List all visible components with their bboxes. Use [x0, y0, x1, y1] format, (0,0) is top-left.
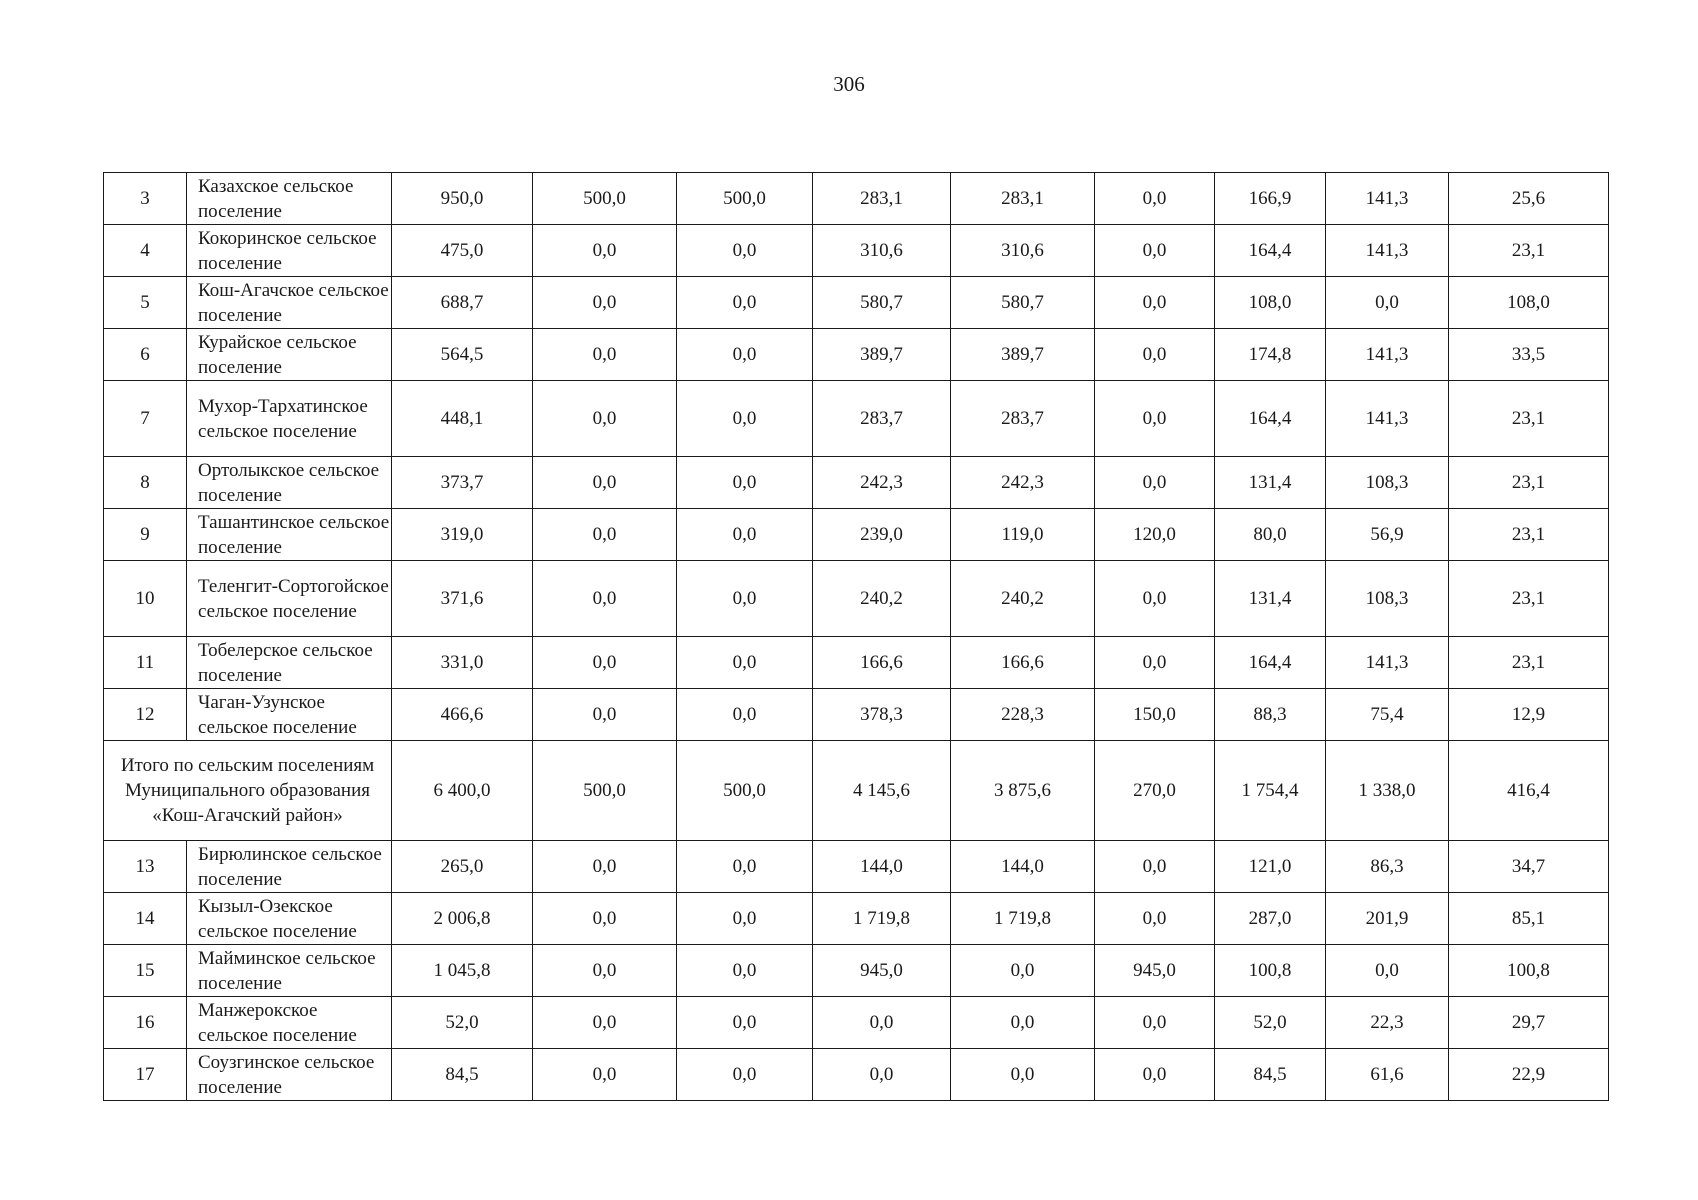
- value-cell: 34,7: [1449, 841, 1609, 893]
- settlement-name: Кызыл-Озекское сельское поселение: [187, 893, 392, 945]
- value-cell: 950,0: [392, 173, 533, 225]
- value-cell: 0,0: [951, 1049, 1095, 1101]
- total-value-cell: 1 754,4: [1215, 741, 1326, 841]
- value-cell: 61,6: [1326, 1049, 1449, 1101]
- value-cell: 0,0: [1095, 381, 1215, 457]
- row-number: 3: [104, 173, 187, 225]
- value-cell: 33,5: [1449, 329, 1609, 381]
- value-cell: 0,0: [533, 225, 677, 277]
- total-value-cell: 270,0: [1095, 741, 1215, 841]
- value-cell: 52,0: [392, 997, 533, 1049]
- value-cell: 12,9: [1449, 689, 1609, 741]
- row-number: 4: [104, 225, 187, 277]
- value-cell: 75,4: [1326, 689, 1449, 741]
- value-cell: 0,0: [533, 509, 677, 561]
- value-cell: 166,6: [813, 637, 951, 689]
- value-cell: 1 045,8: [392, 945, 533, 997]
- value-cell: 448,1: [392, 381, 533, 457]
- value-cell: 108,3: [1326, 561, 1449, 637]
- settlement-name: Кокоринское сельское поселение: [187, 225, 392, 277]
- value-cell: 242,3: [813, 457, 951, 509]
- value-cell: 141,3: [1326, 637, 1449, 689]
- row-number: 5: [104, 277, 187, 329]
- value-cell: 141,3: [1326, 173, 1449, 225]
- row-number: 12: [104, 689, 187, 741]
- settlement-name: Ташантинское сельское поселение: [187, 509, 392, 561]
- value-cell: 88,3: [1215, 689, 1326, 741]
- value-cell: 150,0: [1095, 689, 1215, 741]
- value-cell: 23,1: [1449, 381, 1609, 457]
- total-value-cell: 500,0: [533, 741, 677, 841]
- value-cell: 0,0: [533, 1049, 677, 1101]
- table-row: [104, 637, 1609, 689]
- value-cell: 164,4: [1215, 225, 1326, 277]
- value-cell: 120,0: [1095, 509, 1215, 561]
- value-cell: 0,0: [1095, 277, 1215, 329]
- settlement-name: Казахское сельское поселение: [187, 173, 392, 225]
- value-cell: 239,0: [813, 509, 951, 561]
- value-cell: 0,0: [533, 457, 677, 509]
- value-cell: 371,6: [392, 561, 533, 637]
- value-cell: 0,0: [677, 277, 813, 329]
- value-cell: 22,9: [1449, 1049, 1609, 1101]
- value-cell: 1 719,8: [813, 893, 951, 945]
- value-cell: 0,0: [1095, 329, 1215, 381]
- value-cell: 0,0: [951, 997, 1095, 1049]
- total-value-cell: 416,4: [1449, 741, 1609, 841]
- table-row: [104, 997, 1609, 1049]
- value-cell: 201,9: [1326, 893, 1449, 945]
- table-row: [104, 277, 1609, 329]
- settlement-name: Соузгинское сельское поселение: [187, 1049, 392, 1101]
- value-cell: 0,0: [677, 637, 813, 689]
- settlement-name: Мухор-Тархатинское сельское поселение: [187, 381, 392, 457]
- table-row: [104, 173, 1609, 225]
- row-number: 15: [104, 945, 187, 997]
- value-cell: 131,4: [1215, 457, 1326, 509]
- table-body: [104, 173, 1609, 1101]
- value-cell: 0,0: [1095, 561, 1215, 637]
- row-number: 8: [104, 457, 187, 509]
- value-cell: 945,0: [1095, 945, 1215, 997]
- value-cell: 119,0: [951, 509, 1095, 561]
- table-row: [104, 893, 1609, 945]
- value-cell: 0,0: [677, 1049, 813, 1101]
- total-value-cell: 500,0: [677, 741, 813, 841]
- value-cell: 0,0: [533, 329, 677, 381]
- settlement-name: Кош-Агачское сельское поселение: [187, 277, 392, 329]
- value-cell: 0,0: [533, 637, 677, 689]
- value-cell: 580,7: [813, 277, 951, 329]
- value-cell: 378,3: [813, 689, 951, 741]
- value-cell: 141,3: [1326, 381, 1449, 457]
- value-cell: 466,6: [392, 689, 533, 741]
- value-cell: 0,0: [677, 457, 813, 509]
- table-row: [104, 381, 1609, 457]
- value-cell: 25,6: [1449, 173, 1609, 225]
- value-cell: 283,7: [813, 381, 951, 457]
- value-cell: 283,7: [951, 381, 1095, 457]
- value-cell: 164,4: [1215, 381, 1326, 457]
- page-number: 306: [833, 72, 865, 96]
- value-cell: 166,6: [951, 637, 1095, 689]
- total-value-cell: 4 145,6: [813, 741, 951, 841]
- value-cell: 475,0: [392, 225, 533, 277]
- value-cell: 373,7: [392, 457, 533, 509]
- value-cell: 0,0: [1095, 173, 1215, 225]
- value-cell: 0,0: [533, 561, 677, 637]
- table-row: [104, 225, 1609, 277]
- value-cell: 84,5: [392, 1049, 533, 1101]
- total-value-cell: 6 400,0: [392, 741, 533, 841]
- value-cell: 500,0: [677, 173, 813, 225]
- value-cell: 0,0: [677, 689, 813, 741]
- table-row: [104, 945, 1609, 997]
- value-cell: 29,7: [1449, 997, 1609, 1049]
- value-cell: 85,1: [1449, 893, 1609, 945]
- value-cell: 310,6: [951, 225, 1095, 277]
- value-cell: 100,8: [1449, 945, 1609, 997]
- value-cell: 2 006,8: [392, 893, 533, 945]
- value-cell: 0,0: [533, 689, 677, 741]
- value-cell: 0,0: [677, 509, 813, 561]
- value-cell: 283,1: [813, 173, 951, 225]
- value-cell: 945,0: [813, 945, 951, 997]
- value-cell: 52,0: [1215, 997, 1326, 1049]
- table-row: [104, 841, 1609, 893]
- value-cell: 389,7: [951, 329, 1095, 381]
- settlement-name: Теленгит-Сортогойское сельское поселение: [187, 561, 392, 637]
- table-row: [104, 509, 1609, 561]
- table-row: [104, 689, 1609, 741]
- value-cell: 84,5: [1215, 1049, 1326, 1101]
- value-cell: 0,0: [677, 225, 813, 277]
- value-cell: 0,0: [533, 997, 677, 1049]
- table-row: [104, 457, 1609, 509]
- value-cell: 0,0: [677, 329, 813, 381]
- settlement-name: Манжерокское сельское поселение: [187, 997, 392, 1049]
- value-cell: 265,0: [392, 841, 533, 893]
- row-number: 6: [104, 329, 187, 381]
- value-cell: 240,2: [813, 561, 951, 637]
- value-cell: 0,0: [1326, 277, 1449, 329]
- value-cell: 0,0: [533, 277, 677, 329]
- value-cell: 86,3: [1326, 841, 1449, 893]
- value-cell: 0,0: [677, 945, 813, 997]
- value-cell: 287,0: [1215, 893, 1326, 945]
- settlement-name: Курайское сельское поселение: [187, 329, 392, 381]
- value-cell: 242,3: [951, 457, 1095, 509]
- total-value-cell: 1 338,0: [1326, 741, 1449, 841]
- value-cell: 564,5: [392, 329, 533, 381]
- row-number: 10: [104, 561, 187, 637]
- value-cell: 0,0: [1095, 637, 1215, 689]
- settlement-name: Тобелерское сельское поселение: [187, 637, 392, 689]
- row-number: 9: [104, 509, 187, 561]
- settlement-name: Бирюлинское сельское поселение: [187, 841, 392, 893]
- value-cell: 23,1: [1449, 561, 1609, 637]
- value-cell: 0,0: [677, 893, 813, 945]
- value-cell: 23,1: [1449, 637, 1609, 689]
- value-cell: 0,0: [813, 997, 951, 1049]
- value-cell: 0,0: [1095, 225, 1215, 277]
- value-cell: 310,6: [813, 225, 951, 277]
- value-cell: 0,0: [533, 381, 677, 457]
- value-cell: 144,0: [813, 841, 951, 893]
- value-cell: 0,0: [813, 1049, 951, 1101]
- value-cell: 0,0: [1095, 893, 1215, 945]
- value-cell: 166,9: [1215, 173, 1326, 225]
- value-cell: 56,9: [1326, 509, 1449, 561]
- row-number: 14: [104, 893, 187, 945]
- value-cell: 174,8: [1215, 329, 1326, 381]
- settlement-name: Майминское сельское поселение: [187, 945, 392, 997]
- value-cell: 0,0: [951, 945, 1095, 997]
- value-cell: 141,3: [1326, 225, 1449, 277]
- value-cell: 0,0: [677, 997, 813, 1049]
- value-cell: 121,0: [1215, 841, 1326, 893]
- value-cell: 688,7: [392, 277, 533, 329]
- value-cell: 1 719,8: [951, 893, 1095, 945]
- value-cell: 131,4: [1215, 561, 1326, 637]
- value-cell: 319,0: [392, 509, 533, 561]
- value-cell: 164,4: [1215, 637, 1326, 689]
- value-cell: 0,0: [533, 945, 677, 997]
- value-cell: 500,0: [533, 173, 677, 225]
- total-label: Итого по сельским поселениям Муниципального образования «Кош-Агачский район»: [104, 741, 392, 841]
- table-row: [104, 1049, 1609, 1101]
- row-number: 13: [104, 841, 187, 893]
- row-number: 17: [104, 1049, 187, 1101]
- value-cell: 0,0: [677, 841, 813, 893]
- value-cell: 22,3: [1326, 997, 1449, 1049]
- table-row: [104, 561, 1609, 637]
- value-cell: 331,0: [392, 637, 533, 689]
- row-number: 11: [104, 637, 187, 689]
- row-number: 7: [104, 381, 187, 457]
- value-cell: 0,0: [533, 893, 677, 945]
- value-cell: 283,1: [951, 173, 1095, 225]
- budget-table: [103, 172, 1609, 1101]
- value-cell: 0,0: [677, 561, 813, 637]
- settlement-name: Чаган-Узунское сельское поселение: [187, 689, 392, 741]
- value-cell: 80,0: [1215, 509, 1326, 561]
- value-cell: 389,7: [813, 329, 951, 381]
- value-cell: 108,3: [1326, 457, 1449, 509]
- row-number: 16: [104, 997, 187, 1049]
- value-cell: 0,0: [677, 381, 813, 457]
- value-cell: 23,1: [1449, 225, 1609, 277]
- value-cell: 580,7: [951, 277, 1095, 329]
- value-cell: 108,0: [1449, 277, 1609, 329]
- total-row: [104, 741, 1609, 841]
- value-cell: 0,0: [1095, 1049, 1215, 1101]
- value-cell: 100,8: [1215, 945, 1326, 997]
- settlement-name: Ортолыкское сельское поселение: [187, 457, 392, 509]
- table-row: [104, 329, 1609, 381]
- value-cell: 23,1: [1449, 457, 1609, 509]
- value-cell: 108,0: [1215, 277, 1326, 329]
- value-cell: 0,0: [1095, 997, 1215, 1049]
- value-cell: 144,0: [951, 841, 1095, 893]
- value-cell: 0,0: [1095, 841, 1215, 893]
- value-cell: 23,1: [1449, 509, 1609, 561]
- value-cell: 0,0: [1326, 945, 1449, 997]
- value-cell: 228,3: [951, 689, 1095, 741]
- value-cell: 0,0: [1095, 457, 1215, 509]
- value-cell: 0,0: [533, 841, 677, 893]
- value-cell: 240,2: [951, 561, 1095, 637]
- value-cell: 141,3: [1326, 329, 1449, 381]
- total-value-cell: 3 875,6: [951, 741, 1095, 841]
